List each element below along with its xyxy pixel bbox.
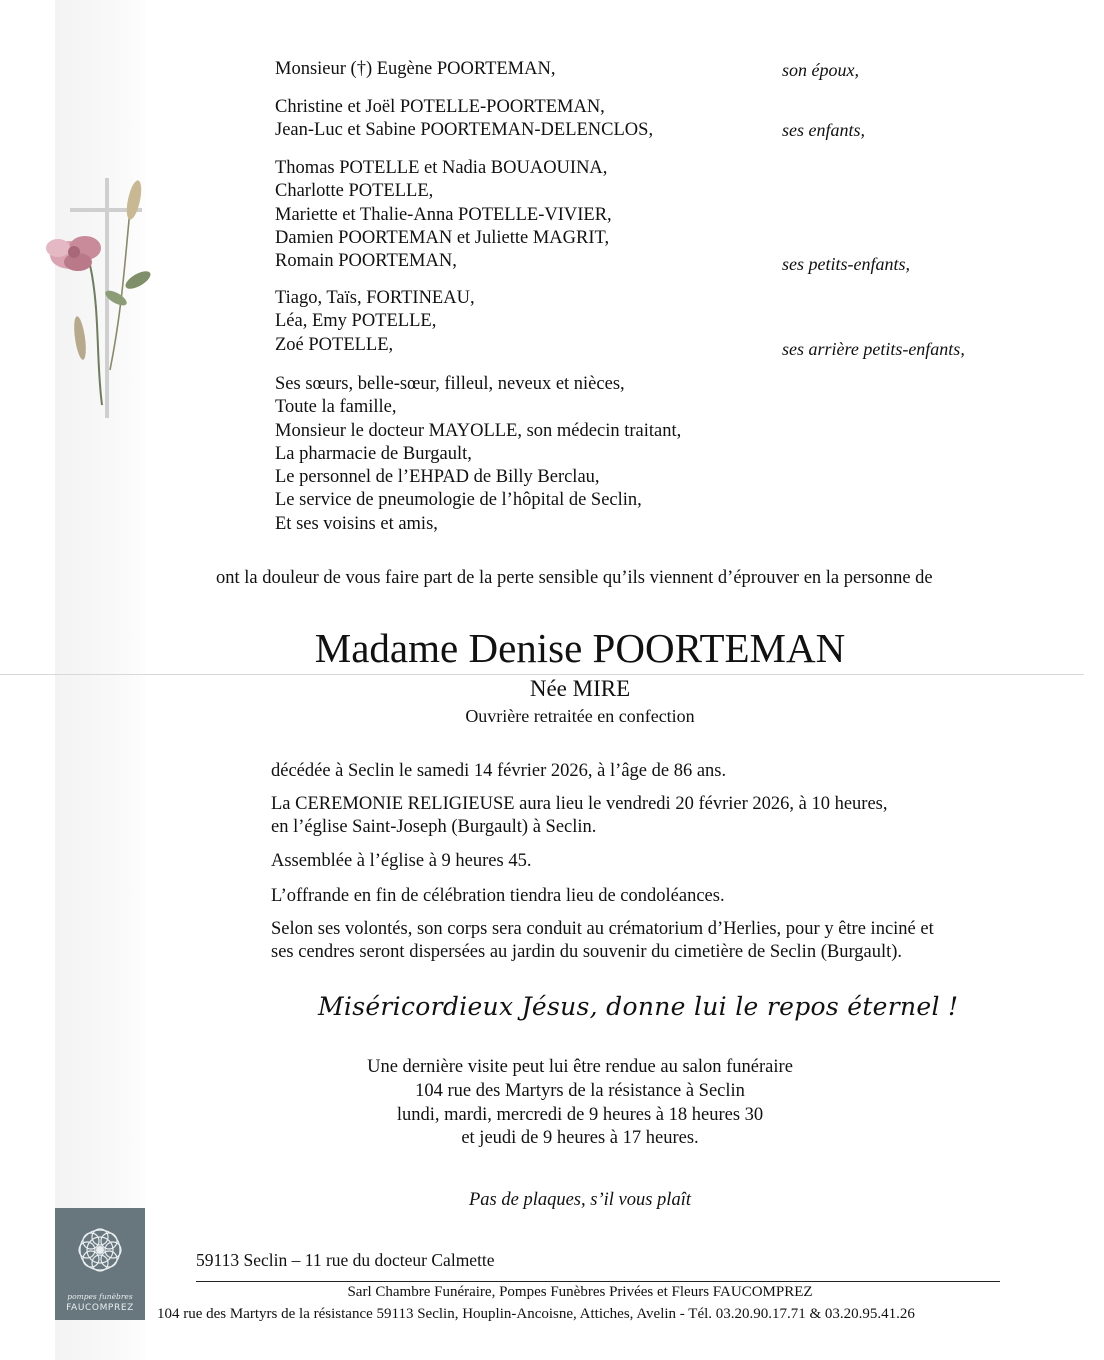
wheat-stem (110, 210, 130, 370)
deceased-occupation: Ouvrière retraitée en confection (465, 706, 695, 726)
death-date-paragraph (271, 760, 1071, 783)
deceased-birth-name: Née MIRE (529, 676, 631, 701)
paragraph-line: décédée à Seclin le samedi 14 février 2026, à l’âge de 86 ans. (271, 761, 727, 781)
others-line: Le service de pneumologie de l’hôpital de Seclin, (275, 490, 642, 511)
others-line: Et ses voisins et amis, (275, 513, 438, 534)
grandchild-line: Mariette et Thalie-Anna POTELLE-VIVIER, (275, 204, 612, 225)
paragraph-line: La CEREMONIE RELIGIEUSE aura lieu le vendredi 20 février 2026, à 10 heures, (271, 794, 888, 814)
announcement-intro: ont la douleur de vous faire part de la perte sensible qu’ils viennent d’éprouver en la personne de (216, 568, 933, 588)
grandchildren-block (275, 157, 745, 273)
others-line: Ses sœurs, belle-sœur, filleul, neveux et nièces, (275, 374, 625, 394)
grandchild-line: Thomas POTELLE et Nadia BOUAOUINA, (275, 158, 608, 178)
flower-stem (90, 265, 102, 405)
visit-line: lundi, mardi, mercredi de 9 heures à 18 heures 30 (396, 1104, 764, 1125)
paragraph-line: L’offrande en fin de célébration tiendra lieu de condoléances. (271, 886, 725, 906)
rosette-icon (75, 1218, 125, 1288)
visit-line: 104 rue des Martyrs de la résistance à Seclin (415, 1080, 745, 1101)
cross-flower-illustration (30, 170, 160, 420)
great-grandchildren-block (275, 287, 745, 357)
child-line: Jean-Luc et Sabine POORTEMAN-DELENCLOS, (275, 120, 654, 141)
grandchildren-role: ses petits-enfants, (782, 254, 910, 274)
paragraph-line: Assemblée à l’église à 9 heures 45. (271, 851, 532, 871)
great-grandchild-line: Tiago, Taïs, FORTINEAU, (275, 288, 475, 308)
ceremony-paragraph (271, 793, 1071, 840)
spouse-block (275, 58, 745, 81)
visit-information (0, 1056, 1104, 1151)
logo-name: FAUCOMPREZ (66, 1303, 134, 1313)
cremation-paragraph (271, 918, 1071, 965)
paragraph-line: ses cendres seront dispersées au jardin du souvenir du cimetière de Seclin (Burgault). (271, 942, 903, 963)
grandchild-line: Charlotte POTELLE, (275, 181, 434, 202)
children-role: ses enfants, (782, 120, 865, 140)
company-logo (55, 1208, 145, 1320)
visit-line: et jeudi de 9 heures à 17 heures. (461, 1128, 699, 1149)
wheat-ear-lower (72, 316, 88, 361)
others-line: Le personnel de l’EHPAD de Billy Berclau, (275, 467, 600, 488)
assembly-paragraph (271, 850, 1071, 873)
family-address: 59113 Seclin – 11 rue du docteur Calmette (196, 1250, 495, 1270)
child-line: Christine et Joël POTELLE-POORTEMAN, (275, 97, 605, 117)
spouse-name: Monsieur (†) Eugène POORTEMAN, (275, 59, 556, 79)
others-line: Toute la famille, (275, 397, 397, 418)
others-block (275, 373, 745, 536)
grandchild-line: Damien POORTEMAN et Juliette MAGRIT, (275, 227, 610, 248)
spouse-role: son époux, (782, 60, 859, 80)
offering-paragraph (271, 885, 1071, 908)
prayer-line: Miséricordieux Jésus, donne lui le repos éternel ! (318, 992, 959, 1021)
great-grandchild-line: Léa, Emy POTELLE, (275, 311, 437, 332)
great-grandchildren-role: ses arrière petits-enfants, (782, 339, 965, 359)
footer-company: Sarl Chambre Funéraire, Pompes Funèbres Privées et Fleurs FAUCOMPREZ (347, 1284, 813, 1300)
great-grandchild-line: Zoé POTELLE, (275, 334, 394, 355)
others-line: La pharmacie de Burgault, (275, 443, 472, 464)
grandchild-line: Romain POORTEMAN, (275, 251, 457, 272)
no-plaques-note: Pas de plaques, s’il vous plaît (469, 1190, 691, 1210)
paragraph-line: en l’église Saint-Joseph (Burgault) à Seclin. (271, 817, 597, 838)
footer-divider (196, 1281, 1000, 1282)
rose-flower (46, 236, 101, 271)
deceased-name: Madame Denise POORTEMAN (314, 625, 846, 671)
footer-address: 104 rue des Martyrs de la résistance 59113 Seclin, Houplin-Ancoisne, Attiches, Avelin - Tél. 03.20.90.17.71 & 03.20.95.41.26 (157, 1306, 915, 1322)
paragraph-line: Selon ses volontés, son corps sera conduit au crématorium d’Herlies, pour y être inciné et (271, 919, 934, 939)
logo-tagline: pompes funèbres (67, 1292, 133, 1301)
fold-line (0, 674, 1084, 675)
children-block (275, 96, 745, 143)
visit-line: Une dernière visite peut lui être rendue au salon funéraire (367, 1057, 793, 1077)
others-line: Monsieur le docteur MAYOLLE, son médecin traitant, (275, 420, 682, 441)
wheat-ear (124, 179, 144, 221)
leaf (123, 268, 153, 292)
